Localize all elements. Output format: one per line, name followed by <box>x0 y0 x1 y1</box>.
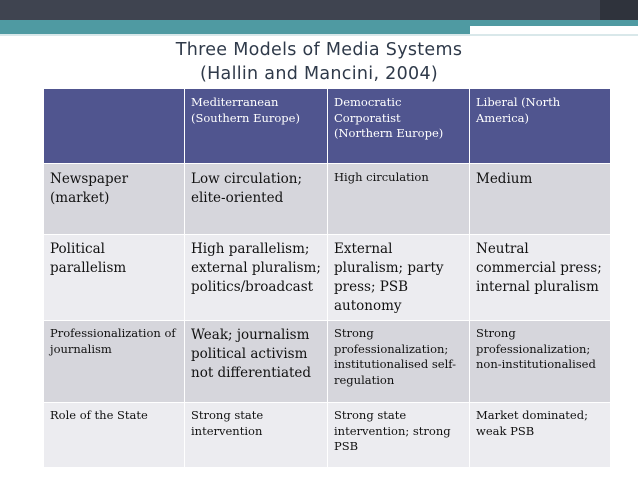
cell-mediterranean: High parallelism; external pluralism; politics/broadcast <box>185 235 328 321</box>
cell-liberal: Strong professionalization; non-institutionalised <box>470 321 611 403</box>
table-row <box>44 235 611 321</box>
header-cell-empty <box>44 89 185 164</box>
slide-stripe-cutout <box>470 26 638 34</box>
slide-title-line1: Three Models of Media Systems <box>175 40 463 60</box>
header-cell-democratic-corporatist: Democratic Corporatist (Northern Europe) <box>328 89 470 164</box>
cell-democratic: High circulation <box>328 164 470 235</box>
row-label: Professionalization of journalism <box>44 321 185 403</box>
slide-teal-stripe <box>0 20 638 34</box>
cell-democratic: Strong state intervention; strong PSB <box>328 403 470 468</box>
cell-mediterranean: Strong state intervention <box>185 403 328 468</box>
cell-mediterranean: Low circulation; elite-oriented <box>185 164 328 235</box>
slide-top-bar-accent <box>600 0 638 20</box>
table-row <box>44 321 611 403</box>
row-label: Role of the State <box>44 403 185 468</box>
cell-mediterranean: Weak; journalism political activism not differentiated <box>185 321 328 403</box>
slide-title-line2: (Hallin and Mancini, 2004) <box>199 64 439 84</box>
row-label: Newspaper (market) <box>44 164 185 235</box>
slide-divider-line <box>0 34 638 36</box>
table-header-row <box>44 89 611 164</box>
slide-title <box>0 38 638 86</box>
cell-liberal: Medium <box>470 164 611 235</box>
table-row <box>44 403 611 468</box>
cell-liberal: Neutral commercial press; internal pluralism <box>470 235 611 321</box>
cell-democratic: Strong professionalization; institutionalised self-regulation <box>328 321 470 403</box>
table-row <box>44 164 611 235</box>
cell-democratic: External pluralism; party press; PSB autonomy <box>328 235 470 321</box>
media-systems-table <box>43 88 611 468</box>
header-cell-liberal: Liberal (North America) <box>470 89 611 164</box>
header-cell-mediterranean: Mediterranean (Southern Europe) <box>185 89 328 164</box>
slide-top-bar <box>0 0 638 20</box>
cell-liberal: Market dominated; weak PSB <box>470 403 611 468</box>
row-label: Political parallelism <box>44 235 185 321</box>
